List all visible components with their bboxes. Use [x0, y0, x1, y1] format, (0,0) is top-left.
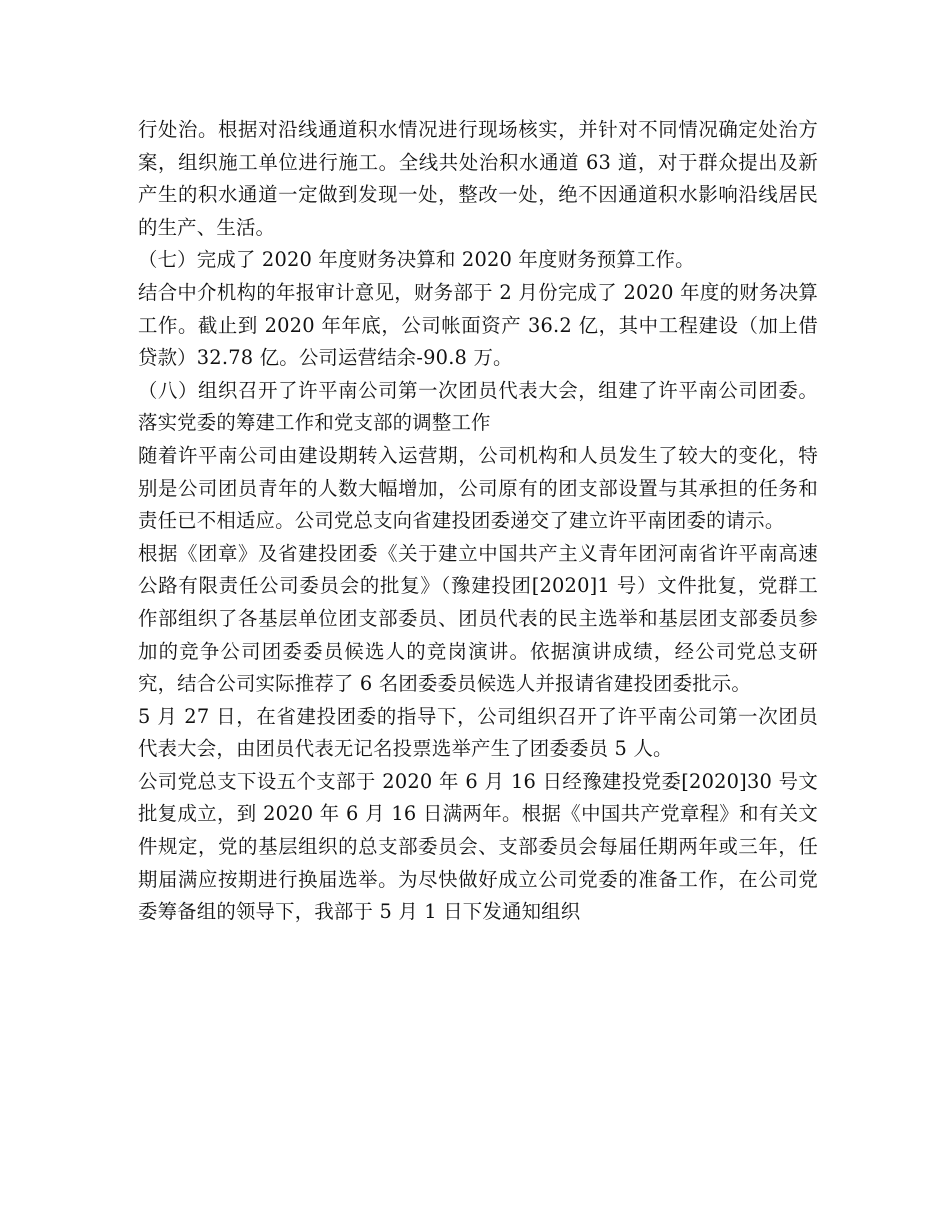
- paragraph-drainage: 行处治。根据对沿线通道积水情况进行现场核实，并针对不同情况确定处治方案，组织施工单位进行施工。全线共处治积水通道 63 道，对于群众提出及新产生的积水通道一定做到发现一处，整改一处，绝不因通道积水影响沿线居民的生产、生活。: [138, 118, 818, 239]
- paragraph-org-change: 随着许平南公司由建设期转入运营期，公司机构和人员发生了较大的变化，特别是公司团员青年的人数大幅增加，公司原有的团支部设置与其承担的任务和责任已不相适应。公司党总支向省建投团委递交了建立许平南团委的请示。: [138, 443, 818, 533]
- heading-section-8: （八）组织召开了许平南公司第一次团员代表大会，组建了许平南公司团委。落实党委的筹建工作和党支部的调整工作: [138, 378, 818, 435]
- paragraph-party-branches: 公司党总支下设五个支部于 2020 年 6 月 16 日经豫建投党委[2020]30 号文批复成立，到 2020 年 6 月 16 日满两年。根据《中国共产党章程》和有关文件规定，党的基层组织的总支部委员会、支部委员会每届任期两年或三年，任期届满应按期进行换届选举。为尽快做好成立公司党委的准备工作，在公司党委筹备组的领导下，我部于 5 月 1 日下发通知组织: [138, 769, 818, 924]
- paragraph-finance: 结合中介机构的年报审计意见，财务部于 2 月份完成了 2020 年度的财务决算工作。截止到 2020 年年底，公司帐面资产 36.2 亿，其中工程建设（加上借贷款）32.78 亿。公司运营结余-90.8 万。: [138, 280, 818, 370]
- heading-section-7: （七）完成了 2020 年度财务决算和 2020 年度财务预算工作。: [138, 248, 695, 272]
- paragraph-congress: 5 月 27 日，在省建投团委的指导下，公司组织召开了许平南公司第一次团员代表大会，由团员代表无记名投票选举产生了团委委员 5 人。: [138, 704, 818, 761]
- paragraph-league-approval: 根据《团章》及省建投团委《关于建立中国共产主义青年团河南省许平南高速公路有限责任公司委员会的批复》（豫建投团[2020]1 号）文件批复，党群工作部组织了各基层单位团支部委员、团员代表的民主选举和基层团支部委员参加的竞争公司团委委员候选人的竞岗演讲。依据演讲成绩，经公司党总支研究，结合公司实际推荐了 6 名团委委员候选人并报请省建投团委批示。: [138, 541, 818, 696]
- document-body: [138, 114, 818, 929]
